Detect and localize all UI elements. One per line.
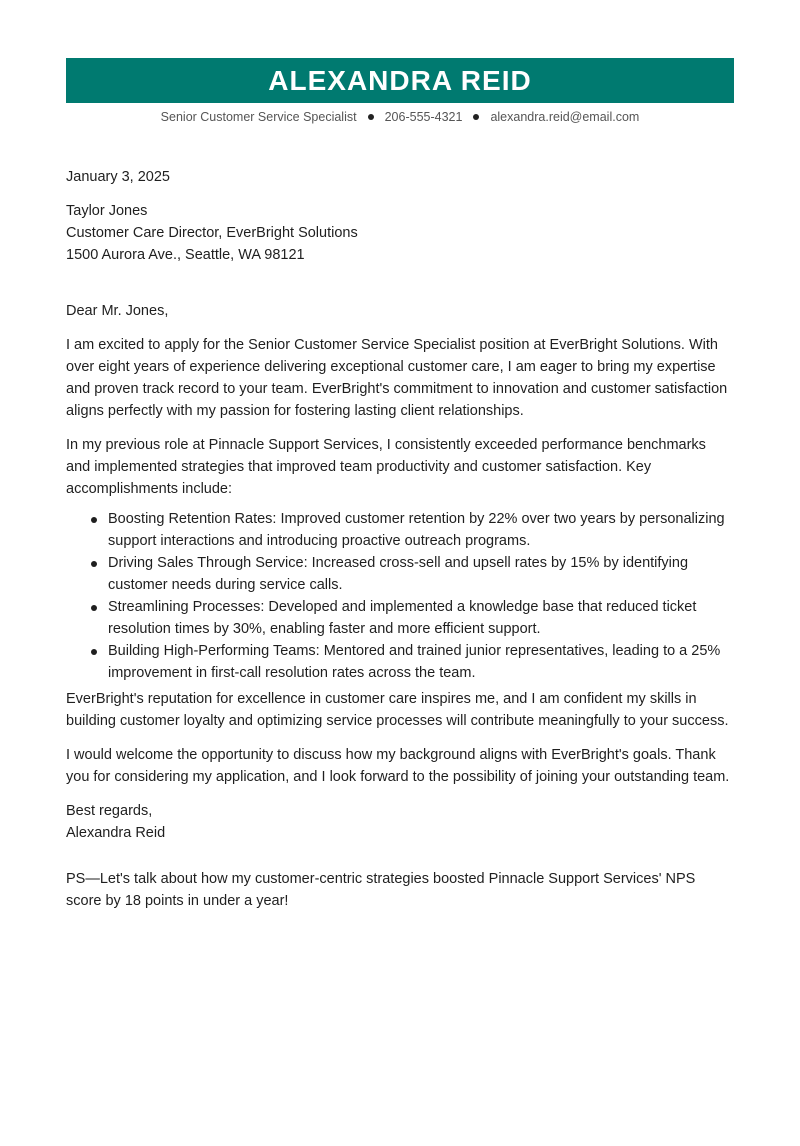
paragraph-experience: In my previous role at Pinnacle Support Services, I consistently exceeded performance benchmarks and implemented strategies that improved team productivity and customer satisfaction. Key accomplishments include:: [66, 437, 706, 497]
recipient-block: [66, 200, 734, 266]
recipient-address: 1500 Aurora Ave., Seattle, WA 98121: [66, 247, 305, 263]
recipient-title: Customer Care Director, EverBright Solutions: [66, 225, 358, 241]
letter-date: January 3, 2025: [66, 169, 170, 185]
bullet-icon: [91, 561, 97, 567]
list-item: [108, 596, 734, 640]
accomplishments-list: [66, 508, 734, 684]
list-item: [108, 508, 734, 552]
closing-phrase: Best regards,: [66, 803, 153, 819]
contact-line: [0, 110, 800, 124]
accomplishment-text: Boosting Retention Rates: Improved customer retention by 22% over two years by personalizing support interactions and introducing proactive outreach programs.: [108, 511, 725, 549]
applicant-name: ALEXANDRA REID: [268, 64, 532, 96]
paragraph-intro: I am excited to apply for the Senior Customer Service Specialist position at EverBright Solutions. With over eight years of experience delivering exceptional customer care, I am eager to bring my expertise and proven track record to your team. EverBright's commitment to innovation and customer satisfaction aligns perfectly with my passion for fostering lasting client relationships.: [66, 337, 728, 419]
email-address: alexandra.reid@email.com: [490, 110, 640, 124]
letter-body: [66, 166, 734, 912]
paragraph-closing: I would welcome the opportunity to discuss how my background aligns with EverBright's goals. Thank you for considering my application, and I look forward to the possibility of joining your outstanding team.: [66, 747, 730, 785]
separator-dot-icon: [473, 114, 479, 120]
signoff-block: [66, 800, 734, 844]
name-banner: [66, 58, 734, 103]
bullet-icon: [91, 605, 97, 611]
separator-dot-icon: [368, 114, 374, 120]
list-item: [108, 552, 734, 596]
postscript: PS—Let's talk about how my customer-centric strategies boosted Pinnacle Support Services' NPS score by 18 points in under a year!: [66, 871, 696, 909]
job-title: Senior Customer Service Specialist: [160, 110, 357, 124]
accomplishment-text: Building High-Performing Teams: Mentored and trained junior representatives, leading to a 25% improvement in first-call resolution rates across the team.: [108, 643, 721, 681]
phone-number: 206-555-4321: [384, 110, 463, 124]
bullet-icon: [91, 649, 97, 655]
accomplishment-text: Driving Sales Through Service: Increased cross-sell and upsell rates by 15% by identifying customer needs during service calls.: [108, 555, 689, 593]
recipient-name: Taylor Jones: [66, 203, 148, 219]
paragraph-motivation: EverBright's reputation for excellence in customer care inspires me, and I am confident my skills in building customer loyalty and optimizing service processes will contribute meaningfully to your success.: [66, 691, 729, 729]
signature-name: Alexandra Reid: [66, 825, 166, 841]
salutation: Dear Mr. Jones,: [66, 303, 169, 319]
bullet-icon: [91, 517, 97, 523]
accomplishment-text: Streamlining Processes: Developed and implemented a knowledge base that reduced ticket resolution times by 30%, enabling faster and more efficient support.: [108, 599, 697, 637]
list-item: [108, 640, 734, 684]
